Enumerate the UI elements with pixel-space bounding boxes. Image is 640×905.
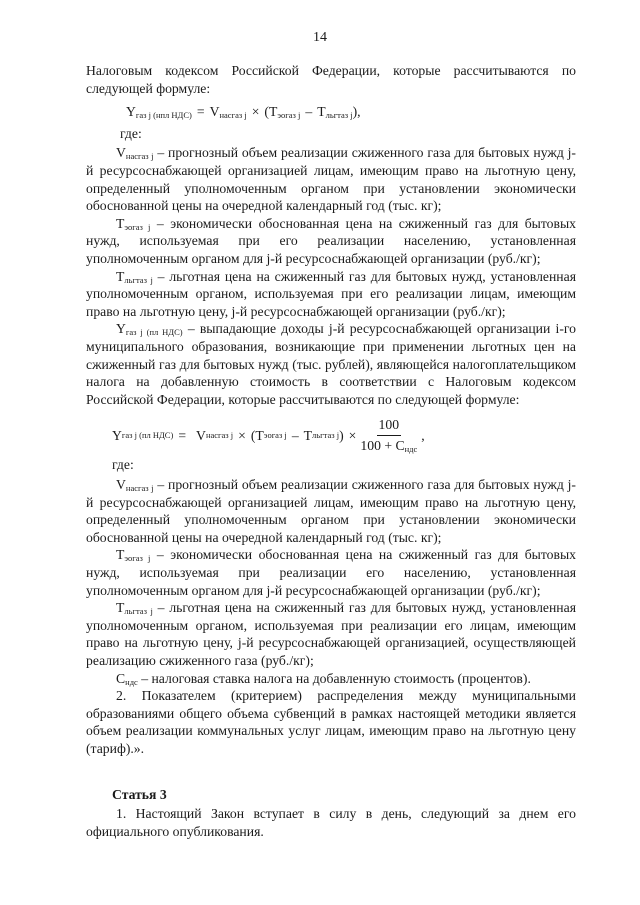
formula-2-fraction	[360, 416, 417, 454]
formula-2: Y газ j (пл НДС) = V насгаз j × (T эогаз j – T льгтаз j ) × $\frac{100}{100 + C_{ндс}}$ ,	[112, 417, 425, 454]
page-number: 14	[313, 30, 327, 45]
definition-v-2: $V_{насгаз j}$ – прогнозный объем реализации сжиженного газа для бытовых нужд j-й ресурсоснабжающей организацией лицам, имеющим право на льготную цену, определенный уполномоченным органом при установлении экономически обоснованной цены на очередной календарный год (тыс. кг);	[86, 477, 576, 545]
article-3-paragraph: 1. Настоящий Закон вступает в силу в день, следующий за днем его официального опубликования.	[86, 806, 576, 839]
fraction-numerator: 100	[377, 416, 402, 436]
formula-1: $Y_{газ j (нпл НДС)} = V_{насгаз j} \times (T_{эогаз j} - T_{льгтаз j})$,	[126, 104, 361, 121]
where-label-1: где:	[120, 125, 142, 141]
definition-y: $Y_{газ j (пл НДС)}$ – выпадающие доходы j-й ресурсоснабжающей организации i-го муниципального образования, возникающие при применении льготных цен на сжиженный газ для бытовых нужд (тыс. рублей), являющейся налогоплательщиком налога на добавленную стоимость в соответствии с Налоговым кодексом Российской Федерации, которые рассчитываются по следующей формуле:	[86, 321, 576, 407]
definition-v-1: $V_{насгаз j}$ – прогнозный объем реализации сжиженного газа для бытовых нужд j-й ресурсоснабжающей организацией лицам, имеющим право на льготную цену, определенный уполномоченным органом при установлении экономически обоснованной цены на очередной календарный год (тыс. кг);	[86, 145, 576, 214]
document-body	[86, 62, 576, 840]
article-heading: Статья 3	[112, 786, 167, 802]
fraction-denominator: $100 + C_{ндс}$	[360, 437, 418, 454]
definition-tlg-1: $T_{льгтаз j}$ – льготная цена на сжиженный газ для бытовых нужд, установленная уполномоченным органом, используемая при его реализации лицам, имеющим право на льготную цену, j-й ресурсоснабжающей организации (руб./кг);	[86, 268, 577, 319]
definition-tlg-2: $T_{льгтаз j}$ – льготная цена на сжиженный газ для бытовых нужд, установленная уполномоченным органом, используемая при реализации его лицам, имеющим право на льготную цену, j-й ресурсоснабжающей организацией, осуществляющей реализацию сжиженного газа (руб./кг);	[86, 600, 577, 668]
point-2-paragraph: 2. Показателем (критерием) распределения между муниципальными образованиями общего объема субвенций в рамках настоящей методики является объем реализации коммунальных услуг лицам, имеющим право на льготную цену (тариф).».	[86, 688, 576, 756]
definition-teo-1: $T_{эогаз j}$ – экономически обоснованная цена на сжиженный газ для бытовых нужд, используемая при его реализации населению, установленная уполномоченным органом для j-й ресурсоснабжающей организации (руб./кг);	[86, 215, 577, 266]
where-label-2: где:	[112, 457, 134, 473]
definition-c-nds: $C_{ндс}$ – налоговая ставка налога на добавленную стоимость (процентов).	[116, 670, 531, 687]
intro-paragraph: Налоговым кодексом Российской Федерации, которые рассчитываются по следующей формуле:	[86, 63, 576, 96]
definition-teo-2: $T_{эогаз j}$ – экономически обоснованная цена на сжиженный газ для бытовых нужд, используемая при реализации его населению, установленная уполномоченным органом для j-й ресурсоснабжающей организации (руб./кг);	[86, 547, 577, 598]
